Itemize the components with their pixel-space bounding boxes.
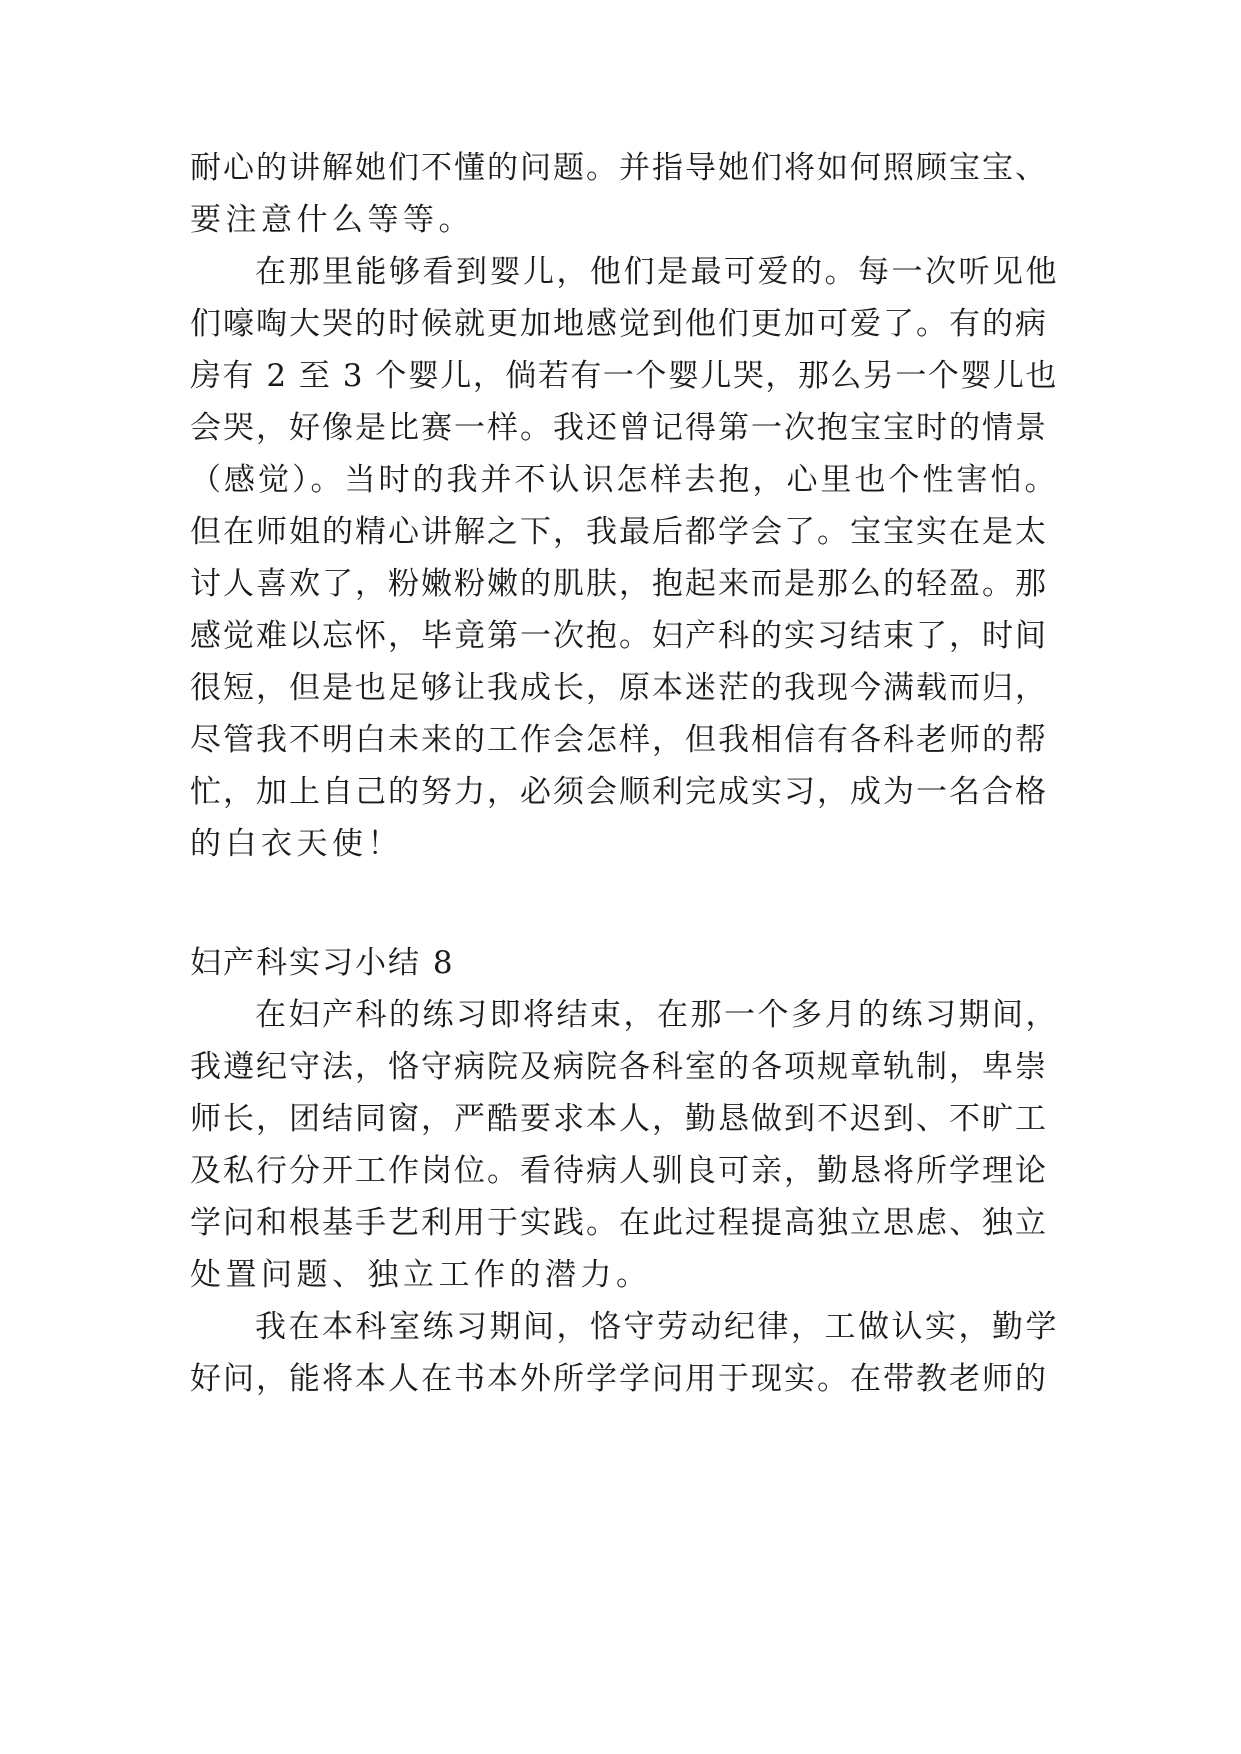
- text-line: 的白衣天使！: [190, 826, 403, 862]
- text-line: 讨人喜欢了，粉嫩粉嫩的肌肤，抱起来而是那么的轻盈。那: [190, 566, 1048, 602]
- text-line: 很短，但是也足够让我成长，原本迷茫的我现今满载而归，: [190, 670, 1048, 706]
- text-line: 好问，能将本人在书本外所学学问用于现实。在带教老师的: [190, 1361, 1048, 1397]
- text-line: 要注意什么等等。: [190, 202, 474, 238]
- text-line: 及私行分开工作岗位。看待病人驯良可亲，勤恳将所学理论: [190, 1153, 1048, 1189]
- text-line: 在那里能够看到婴儿，他们是最可爱的。每一次听见他: [255, 254, 1059, 290]
- text-line: 处置问题、独立工作的潜力。: [190, 1257, 652, 1293]
- text-line: 们嚎啕大哭的时候就更加地感觉到他们更加可爱了。有的病: [190, 306, 1048, 342]
- text-line: 感觉难以忘怀，毕竟第一次抱。妇产科的实习结束了，时间: [190, 618, 1048, 654]
- text-line: 耐心的讲解她们不懂的问题。并指导她们将如何照顾宝宝、: [190, 150, 1048, 186]
- text-line: （感觉）。当时的我并不认识怎样去抱，心里也个性害怕。: [190, 462, 1059, 498]
- text-line: 但在师姐的精心讲解之下，我最后都学会了。宝宝实在是太: [190, 514, 1048, 550]
- text-line: 我遵纪守法，恪守病院及病院各科室的各项规章轨制，卑崇: [190, 1049, 1048, 1085]
- text-line: 房有 2 至 3 个婴儿，倘若有一个婴儿哭，那么另一个婴儿也: [190, 358, 1058, 394]
- text-line: 学问和根基手艺利用于实践。在此过程提高独立思虑、独立: [190, 1205, 1048, 1241]
- text-line: 我在本科室练习期间，恪守劳动纪律，工做认实，勤学: [255, 1309, 1059, 1345]
- text-line: 尽管我不明白未来的工作会怎样，但我相信有各科老师的帮: [190, 722, 1048, 758]
- text-line: 会哭，好像是比赛一样。我还曾记得第一次抱宝宝时的情景: [190, 410, 1048, 446]
- text-line: 在妇产科的练习即将结束，在那一个多月的练习期间，: [255, 997, 1059, 1033]
- section-heading: 妇产科实习小结 8: [190, 945, 455, 981]
- text-line: 忙，加上自己的努力，必须会顺利完成实习，成为一名合格: [190, 774, 1048, 810]
- text-line: 师长，团结同窗，严酷要求本人，勤恳做到不迟到、不旷工: [190, 1101, 1048, 1137]
